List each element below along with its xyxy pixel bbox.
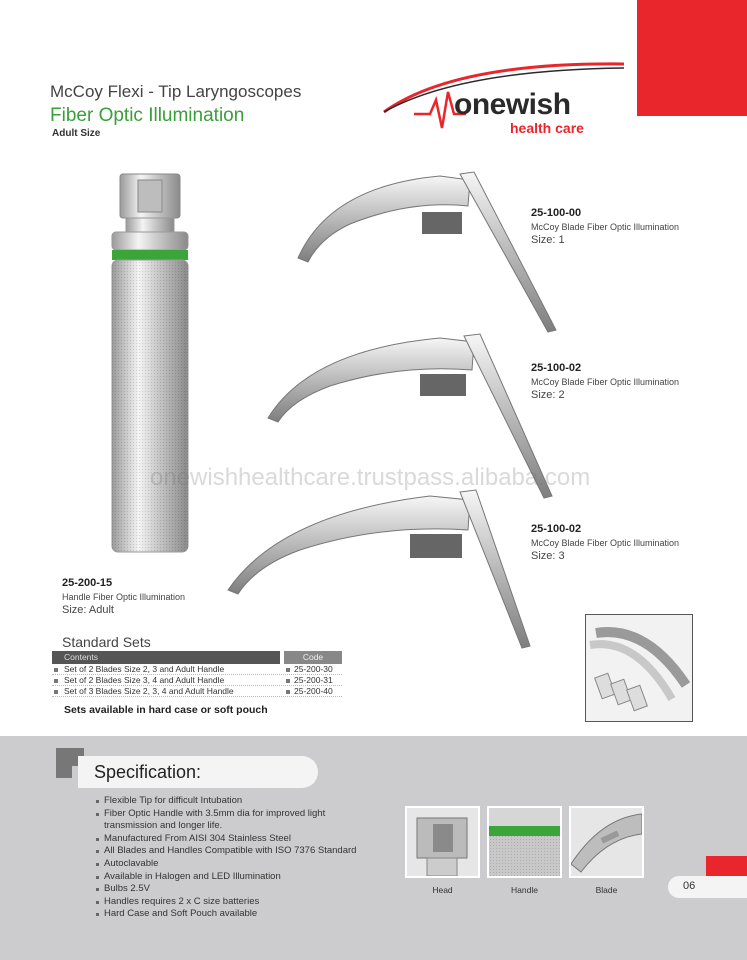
- product-code: 25-100-00: [531, 207, 582, 219]
- blade-size-1-image: [290, 166, 560, 336]
- table-header: [52, 651, 342, 664]
- product-description: McCoy Blade Fiber Optic Illumination: [531, 377, 680, 387]
- product-size: Size: 1: [531, 234, 565, 246]
- page-number-pill: [668, 876, 747, 898]
- handle-thumbnail-image: [489, 808, 560, 876]
- product-blade-2: [531, 362, 679, 401]
- thumbnail-handle: [487, 806, 562, 878]
- blade-detail-image: [586, 615, 693, 722]
- head-thumbnail-image: [407, 808, 478, 876]
- list-item: Handles requires 2 x C size batteries: [96, 896, 366, 909]
- product-code: 25-100-02: [531, 362, 582, 374]
- product-code: 25-100-02: [531, 523, 582, 535]
- red-corner-block: [637, 0, 747, 116]
- set-code: 25-200-31: [284, 675, 342, 685]
- handle-image: [90, 168, 210, 568]
- product-code: 25-200-15: [62, 577, 113, 589]
- list-item: Available in Halogen and LED Illumination: [96, 871, 366, 884]
- size-caption: Adult Size: [52, 128, 101, 139]
- page-subtitle: Fiber Optic Illumination: [50, 105, 245, 126]
- product-handle: [62, 577, 185, 616]
- specification-list: [96, 795, 366, 921]
- set-contents: Set of 3 Blades Size 2, 3, 4 and Adult Handle: [52, 686, 280, 696]
- set-contents: Set of 2 Blades Size 2, 3 and Adult Handle: [52, 664, 280, 674]
- set-contents: Set of 2 Blades Size 3, 4 and Adult Handle: [52, 675, 280, 685]
- standard-sets-title: Standard Sets: [62, 634, 151, 650]
- list-item: Autoclavable: [96, 858, 366, 871]
- sets-availability-note: Sets available in hard case or soft pouch: [64, 704, 268, 716]
- product-description: Handle Fiber Optic Illumination: [62, 592, 186, 602]
- blade-size-3-image: [220, 474, 560, 650]
- thumbnail-label-blade: Blade: [595, 885, 618, 895]
- table-row: [52, 664, 342, 675]
- thumbnail-label-handle: Handle: [511, 885, 538, 895]
- logo-wordmark: onewish: [454, 88, 571, 121]
- thumbnail-blade: [569, 806, 644, 878]
- logo-tagline: health care: [510, 120, 584, 136]
- set-code: 25-200-30: [284, 664, 342, 674]
- watermark: onewishhealthcare.trustpass.alibaba.com: [150, 464, 591, 491]
- product-description: McCoy Blade Fiber Optic Illumination: [531, 222, 680, 232]
- product-blade-3: [531, 523, 679, 562]
- blade-detail-inset: [585, 614, 693, 722]
- standard-sets-table: [52, 651, 342, 697]
- table-row: [52, 686, 342, 697]
- page-number: 06: [683, 880, 696, 892]
- blade-thumbnail-image: [571, 808, 642, 876]
- list-item: Flexible Tip for difficult Intubation: [96, 795, 366, 808]
- onewish-logo: [374, 52, 634, 138]
- product-size: Size: 2: [531, 389, 565, 401]
- product-size: Size: 3: [531, 550, 565, 562]
- table-row: [52, 675, 342, 686]
- list-item: All Blades and Handles Compatible with ISO 7376 Standard: [96, 845, 366, 858]
- thumbnail-head: [405, 806, 480, 878]
- list-item: Hard Case and Soft Pouch available: [96, 908, 366, 921]
- product-blade-1: [531, 207, 679, 246]
- product-size: Size: Adult: [62, 604, 114, 616]
- list-item: Bulbs 2.5V: [96, 883, 366, 896]
- specification-title: Specification:: [94, 762, 202, 782]
- list-item: Manufactured From AISI 304 Stainless Steel: [96, 833, 366, 846]
- thumbnail-label-head: Head: [432, 885, 453, 895]
- column-header-code: Code: [284, 651, 342, 664]
- page-title: McCoy Flexi - Tip Laryngoscopes: [50, 82, 302, 101]
- product-description: McCoy Blade Fiber Optic Illumination: [531, 538, 680, 548]
- set-code: 25-200-40: [284, 686, 342, 696]
- list-item: Fiber Optic Handle with 3.5mm dia for improved light transmission and longer life.: [96, 808, 366, 833]
- column-header-contents: Contents: [52, 651, 280, 664]
